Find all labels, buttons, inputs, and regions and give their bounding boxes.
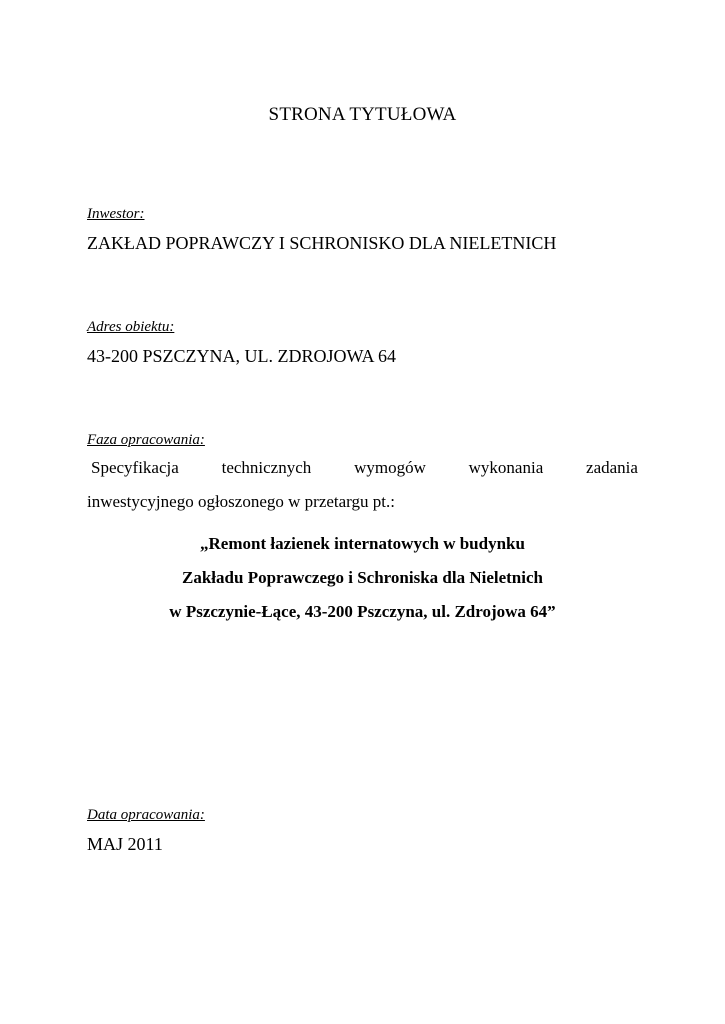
project-title bbox=[87, 527, 638, 629]
phase-word: Specyfikacja bbox=[91, 458, 179, 477]
date-section bbox=[87, 806, 638, 855]
project-title-line-1: „Remont łazienek internatowych w budynku bbox=[200, 534, 525, 553]
date-label: Data opracowania: bbox=[87, 807, 205, 823]
project-title-line-3: w Pszczynie-Łące, 43-200 Pszczyna, ul. Zdrojowa 64” bbox=[169, 602, 556, 621]
page-title: STRONA TYTUŁOWA bbox=[268, 104, 457, 125]
investor-section bbox=[87, 205, 638, 254]
phase-word: technicznych bbox=[221, 458, 312, 477]
phase-description bbox=[87, 451, 638, 519]
phase-section bbox=[87, 431, 638, 519]
phase-word: zadania bbox=[586, 458, 638, 477]
phase-word: wymogów bbox=[354, 458, 426, 477]
address-value: 43-200 PSZCZYNA, UL. ZDROJOWA 64 bbox=[87, 346, 397, 366]
project-title-line-2: Zakładu Poprawczego i Schroniska dla Nieletnich bbox=[182, 568, 543, 587]
investor-value: ZAKŁAD POPRAWCZY I SCHRONISKO DLA NIELETNICH bbox=[87, 233, 557, 253]
phase-label: Faza opracowania: bbox=[87, 432, 205, 448]
date-value: MAJ 2011 bbox=[87, 834, 163, 854]
phase-description-line-1 bbox=[87, 451, 638, 485]
phase-word: wykonania bbox=[468, 458, 544, 477]
address-label: Adres obiektu: bbox=[87, 319, 175, 335]
address-section bbox=[87, 318, 638, 367]
investor-label: Inwestor: bbox=[87, 206, 145, 222]
phase-description-line-2: inwestycyjnego ogłoszonego w przetargu pt.: bbox=[87, 492, 395, 511]
